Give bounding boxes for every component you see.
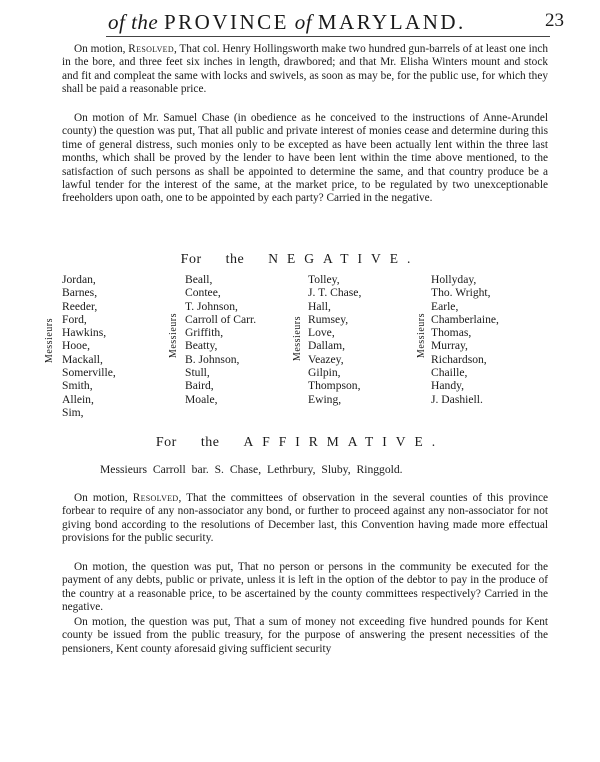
voter-name: Baird, [185,379,214,393]
voter-name: Handy, [431,379,465,393]
paragraph-gun-barrels [62,43,548,97]
voter-name: Tolley, [308,273,340,286]
resolved-word: Resolved [128,43,174,55]
voter-name: Hawkins, [62,326,107,340]
messieurs-label-4: Messieurs [416,313,427,359]
voter-name: Hooe, [62,339,91,353]
voter-name: Earle, [431,299,459,313]
messieurs-label-3: Messieurs [292,316,303,362]
affirmative-the: the [200,435,220,450]
paragraph-lead: On motion, [74,492,133,504]
paragraph-text: , That col. Henry Hollingsworth make two hundred gun-barrels of at least one inch in the bore, and three feet six inches in length, drawbored; and that Mr. Elisha Winters mount and stock and fit and compleat the same with locks and swivels, as soon as may be, for the public use, for which they shall be paid a reasonable price. [62,43,549,96]
negative-for: For [180,252,202,267]
voter-name: Mackall, [62,352,103,366]
voter-name: Smith, [62,379,93,393]
voter-name: J. T. Chase, [308,286,362,300]
affirmative-word: AFFIRMATIVE. [243,434,445,449]
voter-name: Richardson, [431,352,487,366]
voter-name: Beall, [185,273,213,286]
voter-name: Beatty, [185,339,218,353]
voter-name: Rumsey, [308,312,349,326]
negative-heading [0,251,600,268]
header-prefix: of the [108,10,164,34]
header-middle: of [289,10,318,34]
resolved-word: Resolved [132,492,179,504]
voter-name: Sim, [62,405,84,419]
voter-name: Hall, [308,299,331,313]
voter-name: B. Johnson, [185,352,240,366]
voter-name: J. Dashiell. [431,392,483,406]
messieurs-label-2: Messieurs [168,313,179,359]
voter-name: Murray, [431,339,468,353]
negative-the: the [225,252,245,267]
paragraph-debts-motion: On motion, the question was put, That no person or persons in the community be executed for the payment of any debts, public or private, unless it is left in the option of the debtor to pay in the produce of the country at a reasonable price, to be ascertained by the county committees respectively? Carried in the negative. [62,561,548,614]
voter-name: Allein, [62,392,94,406]
voter-name: Ewing, [308,392,342,406]
affirmative-names: Messieurs Carroll bar. S. Chase, Lethrbury, Sluby, Ringgold. [100,463,403,476]
header-maryland: MARYLAND. [317,10,466,34]
voter-name: Jordan, [62,273,96,286]
voter-name: Love, [308,326,335,340]
voter-name: Carroll of Carr. [185,312,257,326]
affirmative-heading [0,434,600,451]
voter-name: Tho. Wright, [431,286,491,300]
header-rule [106,36,550,37]
paragraph-lead: On motion, [74,43,129,55]
voter-name: Thomas, [431,326,472,340]
voter-name: Thompson, [308,379,361,393]
negative-column-1 [62,273,116,419]
voter-name: Contee, [185,286,221,300]
negative-word: NEGATIVE. [268,251,420,266]
page-number: 23 [545,10,564,31]
running-header [108,10,528,35]
voter-name: Dallam, [308,339,346,353]
voter-name: Moale, [185,392,218,406]
voter-name: Ford, [62,312,87,326]
messieurs-label-1: Messieurs [44,318,55,364]
negative-column-4 [431,273,499,406]
voter-name: Veazey, [308,352,344,366]
affirmative-for: For [155,435,177,450]
negative-column-3 [308,273,361,406]
voter-name: T. Johnson, [185,299,238,313]
voter-name: Barnes, [62,286,98,300]
voter-name: Stull, [185,366,210,380]
paragraph-interest-motion: On motion of Mr. Samuel Chase (in obedience as he conceived to the instructions of Anne-Arundel county) the question was put, That all public and private interest of monies cease and determine during this time of general distress, such monies only to be excepted as have been actually lent within the three last months, which shall be proved by the lender to have been lent within the time above mentioned, to the satisfaction of such persons as shall be appointed to determine the same, and that country produce be a lawful tender for the interest of the same, at the market price, to be regulated by two unexceptionable freeholders upon oath, one to be appointed by each party? Carried in the negative. [62,112,548,205]
voter-name: Chamberlaine, [431,312,499,326]
voter-name: Reeder, [62,299,98,313]
paragraph-text: , That the committees of observation in the several counties of this province forbear to require of any non-associator any bond, or further to proceed against any non-associator for not giving bond according to the resolutions of December last, this Convention having made more effectual provisions for the public security. [62,492,549,545]
negative-column-2 [185,273,256,406]
voter-name: Chaille, [431,366,468,380]
voter-name: Griffith, [185,326,224,340]
voter-name: Hollyday, [431,273,477,286]
paragraph-committees [62,492,548,546]
header-province: PROVINCE [164,10,290,34]
voter-name: Somerville, [62,366,116,380]
voter-name: Gilpin, [308,366,341,380]
paragraph-kent-county: On motion, the question was put, That a sum of money not exceeding five hundred pounds for Kent county be issued from the public treasury, for the purpose of answering the present necessities of the pensioners, Kent county aforesaid giving sufficient security [62,616,548,655]
